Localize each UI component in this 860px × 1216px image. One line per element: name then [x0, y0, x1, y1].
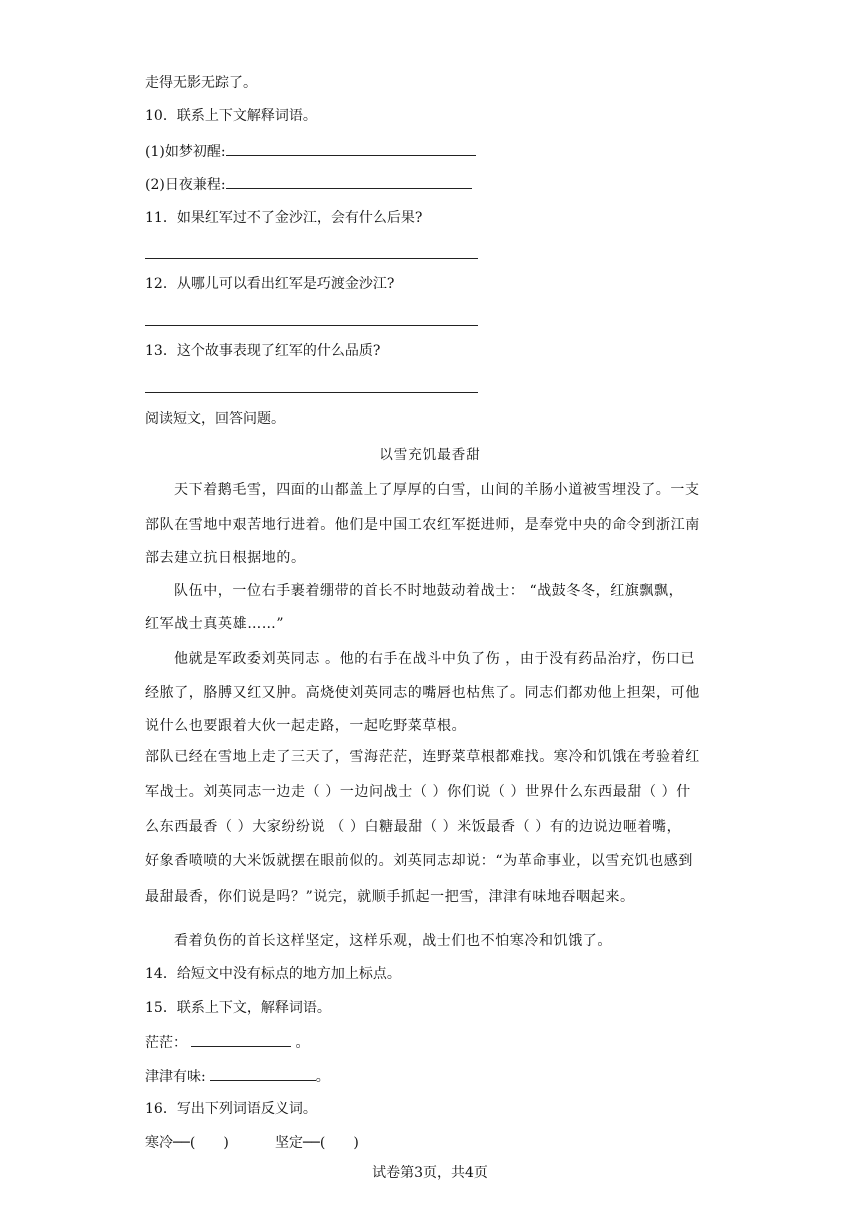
- punctuation: 。: [315, 1069, 330, 1085]
- passage-line: 军战士。刘英同志一边走（ ）一边问战士（ ）你们说（ ）世界什么东西最甜（ ）什: [145, 784, 691, 800]
- passage-line: 部队在雪地中艰苦地行进着。他们是中国工农红军挺进师，是奉党中央的命令到浙江南: [145, 517, 700, 533]
- passage-line: 部去建立抗日根据地的。: [145, 550, 306, 566]
- question-10: 10．联系上下文解释词语。: [145, 108, 317, 124]
- question-11: 11．如果红军过不了金沙江，会有什么后果?: [145, 210, 423, 226]
- question-13: 13．这个故事表现了红军的什么品质?: [145, 343, 381, 359]
- answer-blank[interactable]: [191, 1032, 291, 1047]
- question-10-2: [145, 174, 472, 195]
- answer-line[interactable]: [145, 258, 478, 259]
- answer-blank[interactable]: [226, 141, 476, 156]
- question-15-2: [145, 1066, 330, 1087]
- passage-line: 红军战士真英雄……”: [145, 616, 285, 632]
- question-10-1: [145, 141, 476, 162]
- question-16: 16．写出下列词语反义词。: [145, 1101, 317, 1117]
- term-label: 茫茫：: [145, 1035, 187, 1051]
- reading-instruction: 阅读短文，回答问题。: [145, 411, 285, 427]
- passage-title: 以雪充饥最香甜: [379, 447, 481, 463]
- question-12: 12．从哪儿可以看出红军是巧渡金沙江?: [145, 276, 395, 292]
- answer-blank[interactable]: [210, 1066, 316, 1081]
- passage-line: 他就是军政委刘英同志 。他的右手在战斗中负了伤 ，由于没有药品治疗，伤口已: [174, 651, 696, 667]
- term-label: (1)如梦初醒:: [145, 144, 226, 160]
- passage-line: 说什么也要跟着大伙一起走路，一起吃野菜草根。: [145, 718, 467, 734]
- question-14: 14．给短文中没有标点的地方加上标点。: [145, 966, 401, 982]
- answer-line[interactable]: [145, 325, 478, 326]
- answer-line[interactable]: [145, 392, 478, 393]
- passage-line: 看着负伤的首长这样坚定，这样乐观，战士们也不怕寒冷和饥饿了。: [174, 933, 612, 949]
- antonym-item-2: 坚定──( ): [275, 1135, 359, 1151]
- passage-line: 天下着鹅毛雪，四面的山都盖上了厚厚的白雪，山间的羊肠小道被雪埋没了。一支: [174, 482, 700, 498]
- passage-line: 最甜最香，你们说是吗？”说完，就顺手抓起一把雪，津津有味地吞咽起来。: [145, 889, 635, 905]
- term-label: (2)日夜兼程:: [145, 177, 226, 193]
- question-15: 15．联系上下文，解释词语。: [145, 1000, 331, 1016]
- text-line: 走得无影无踪了。: [145, 75, 257, 91]
- antonym-item-1: 寒冷──( ): [145, 1135, 229, 1151]
- passage-line: 部队已经在雪地上走了三天了，雪海茫茫，连野菜草根都难找。寒冷和饥饿在考验着红: [145, 749, 700, 765]
- passage-line: 队伍中，一位右手裹着绷带的首长不时地鼓动着战士： “战鼓冬冬，红旗飘飘，: [174, 583, 684, 599]
- answer-blank[interactable]: [226, 174, 472, 189]
- question-15-1: [145, 1032, 309, 1053]
- passage-line: 么东西最香（ ）大家纷纷说 （ ）白糖最甜（ ）米饭最香（ ）有的边说边咂着嘴，: [145, 819, 682, 835]
- term-label: 津津有味:: [145, 1069, 206, 1085]
- page-footer: 试卷第3页，共4页: [372, 1165, 488, 1181]
- passage-line: 经脓了，胳膊又红又肿。高烧使刘英同志的嘴唇也枯焦了。同志们都劝他上担架，可他: [145, 685, 700, 701]
- passage-line: 好象香喷喷的大米饭就摆在眼前似的。刘英同志却说：“为革命事业，以雪充饥也感到: [145, 853, 693, 869]
- punctuation: 。: [291, 1035, 310, 1051]
